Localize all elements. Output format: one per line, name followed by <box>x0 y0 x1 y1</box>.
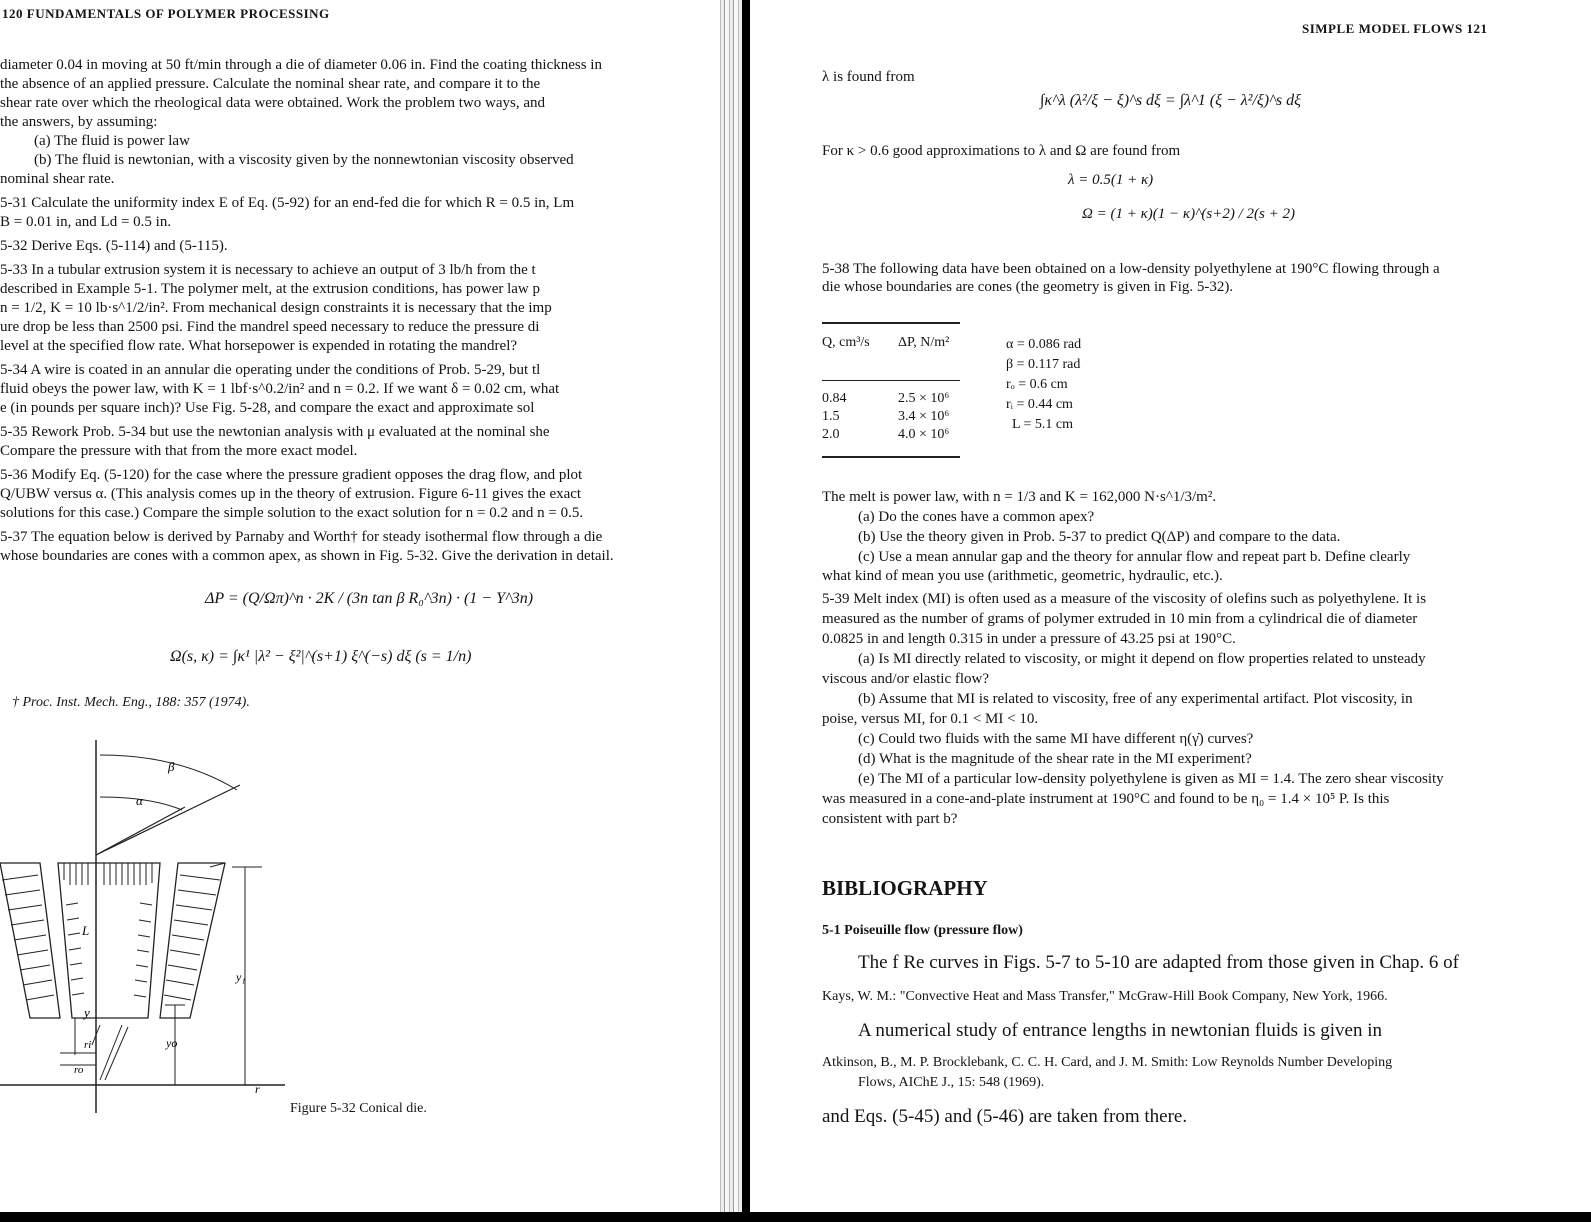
problem-5-33: 5-33 In a tubular extrusion system it is necessary to achieve an output of 3 lb/h from the t <box>0 262 536 278</box>
left-text-line: ure drop be less than 2500 psi. Find the mandrel speed necessary to reduce the pressure di <box>0 319 540 335</box>
figure-label-alpha: α <box>136 793 143 808</box>
table-cell: 0.84 <box>822 391 847 406</box>
figure-label-yo: yo <box>166 1036 178 1050</box>
problem-5-31: 5-31 Calculate the uniformity index E of Eq. (5-92) for an end-fed die for which R = 0.5 in, Lm <box>0 195 575 211</box>
left-text-line: level at the specified flow rate. What horsepower is expended in rotating the mandrel? <box>0 338 518 354</box>
figure-label-ri: ri <box>84 1039 92 1051</box>
right-text-line: (a) Is MI directly related to viscosity, or might it depend on flow properties related to unsteady <box>858 651 1426 667</box>
problem-5-39: 5-39 Melt index (MI) is often used as a measure of the viscosity of olefins such as polyethylene. It is <box>822 591 1427 607</box>
table-header-q: Q, cm³/s <box>822 335 870 350</box>
table-cell: 4.0 × 10⁶ <box>898 427 950 442</box>
conical-die-figure <box>0 735 380 1120</box>
left-text-line: the answers, by assuming: <box>0 114 158 130</box>
table-cell: 1.5 <box>822 409 840 424</box>
left-text-line: (b) The fluid is newtonian, with a viscosity given by the nonnewtonian viscosity observed <box>34 152 574 168</box>
right-text-line: (c) Use a mean annular gap and the theory for annular flow and repeat part b. Define clearly <box>858 549 1411 565</box>
table-row <box>822 390 976 408</box>
table-row <box>822 426 976 444</box>
right-text-line: measured as the number of grams of polymer extruded in 10 min from a cylindrical die of diameter <box>822 611 1418 627</box>
left-text-line: n = 1/2, K = 10 lb·s^1/2/in². From mechanical design constraints it is necessary that the imp <box>0 300 552 316</box>
figure-label-y: y <box>84 1005 90 1020</box>
right-page <box>750 0 1591 1222</box>
problem-5-35: 5-35 Rework Prob. 5-34 but use the newtonian analysis with μ evaluated at the nominal she <box>0 424 550 440</box>
param-beta: β = 0.117 rad <box>1006 357 1081 372</box>
left-text-line: fluid obeys the power law, with K = 1 lbf·s^0.2/in² and n = 0.2. If we want δ = 0.02 cm, what <box>0 381 560 397</box>
bib-reference-kays: Kays, W. M.: "Convective Heat and Mass Transfer," McGraw-Hill Book Company, New York, 1966. <box>822 989 1388 1004</box>
left-text-line: (a) The fluid is power law <box>34 133 190 149</box>
figure-caption: Figure 5-32 Conical die. <box>290 1101 427 1116</box>
table-row <box>822 408 976 426</box>
book-spine-fold <box>742 0 750 1222</box>
param-ro: rₒ = 0.6 cm <box>1006 377 1068 392</box>
right-text-line: poise, versus MI, for 0.1 < MI < 10. <box>822 711 1039 727</box>
problem-5-37: 5-37 The equation below is derived by Parnaby and Worth† for steady isothermal flow through a die <box>0 529 603 545</box>
equation-lambda: ∫κ^λ (λ²/ξ − ξ)^s dξ = ∫λ^1 (ξ − λ²/ξ)^s dξ <box>1040 92 1301 109</box>
right-text-line: (a) Do the cones have a common apex? <box>858 509 1095 525</box>
right-page-header: SIMPLE MODEL FLOWS 121 <box>1302 21 1488 36</box>
param-L: L = 5.1 cm <box>1012 417 1074 432</box>
right-text-line: viscous and/or elastic flow? <box>822 671 990 687</box>
bib-reference-atkinson: Atkinson, B., M. P. Brocklebank, C. C. H. Card, and J. M. Smith: Low Reynolds Number Developing <box>822 1055 1393 1070</box>
left-text-line: solutions for this case.) Compare the simple solution to the exact solution for n = 0.2 and n = 0.5. <box>0 505 584 521</box>
problem-5-34: 5-34 A wire is coated in an annular die operating under the conditions of Prob. 5-29, but tl <box>0 362 541 378</box>
figure-label-ro: ro <box>74 1064 84 1076</box>
left-text-line: B = 0.01 in, and Ld = 0.5 in. <box>0 214 172 230</box>
left-text-line: diameter 0.04 in moving at 50 ft/min through a die of diameter 0.06 in. Find the coating thickness in <box>0 57 602 73</box>
bib-reference-atkinson-cont: Flows, AIChE J., 15: 548 (1969). <box>858 1075 1045 1090</box>
bib-text-line: The f Re curves in Figs. 5-7 to 5-10 are adapted from those given in Chap. 6 of <box>858 952 1459 973</box>
table-cell: 3.4 × 10⁶ <box>898 409 950 424</box>
left-page <box>0 0 720 1222</box>
table-header-dp: ΔP, N/m² <box>898 335 950 350</box>
right-text-line: 0.0825 in and length 0.315 in under a pressure of 43.25 psi at 190°C. <box>822 631 1236 647</box>
data-table-body <box>822 390 976 444</box>
bib-text-line: and Eqs. (5-45) and (5-46) are taken from there. <box>822 1106 1188 1127</box>
right-text-line: was measured in a cone-and-plate instrument at 190°C and found to be η₀ = 1.4 × 10⁵ P. Is this <box>822 791 1390 807</box>
problem-5-38: 5-38 The following data have been obtained on a low-density polyethylene at 190°C flowing through a <box>822 261 1440 277</box>
bibliography-section: 5-1 Poiseuille flow (pressure flow) <box>822 923 1023 938</box>
outer-wall-right <box>160 863 225 1018</box>
figure-label-y1: y₁ <box>236 970 246 984</box>
param-ri: rᵢ = 0.44 cm <box>1006 397 1073 412</box>
left-text-line: described in Example 5-1. The polymer melt, at the extrusion conditions, has power law p <box>0 281 541 297</box>
right-text-line: (d) What is the magnitude of the shear rate in the MI experiment? <box>858 751 1252 767</box>
equation-omega: Ω(s, κ) = ∫κ¹ |λ² − ξ²|^(s+1) ξ^(−s) dξ (s = 1/n) <box>170 648 472 665</box>
scan-bottom-edge <box>0 1212 1591 1222</box>
problem-5-32: 5-32 Derive Eqs. (5-114) and (5-115). <box>0 238 228 254</box>
param-alpha: α = 0.086 rad <box>1006 337 1082 352</box>
left-text-line: the absence of an applied pressure. Calculate the nominal shear rate, and compare it to the <box>0 76 541 92</box>
equation-omega-approx: Ω = (1 + κ)(1 − κ)^(s+2) / 2(s + 2) <box>1082 206 1295 222</box>
right-text-line: (b) Assume that MI is related to viscosity, free of any experimental artifact. Plot viscosity, in <box>858 691 1413 707</box>
right-text-line: (e) The MI of a particular low-density polyethylene is given as MI = 1.4. The zero shear viscosity <box>858 771 1444 787</box>
table-header-rule <box>822 380 960 381</box>
data-table <box>822 334 976 352</box>
figure-label-r: r <box>255 1082 260 1096</box>
footnote: † Proc. Inst. Mech. Eng., 188: 357 (1974). <box>12 695 250 710</box>
table-cell: 2.5 × 10⁶ <box>898 391 950 406</box>
table-header-row <box>822 334 976 352</box>
table-cell: 2.0 <box>822 427 840 442</box>
figure-label-L: L <box>82 923 90 938</box>
approx-intro: For κ > 0.6 good approximations to λ and Ω are found from <box>822 143 1181 159</box>
table-top-rule <box>822 322 960 324</box>
problem-5-36: 5-36 Modify Eq. (5-120) for the case where the pressure gradient opposes the drag flow, and plot <box>0 467 583 483</box>
right-text-line: consistent with part b? <box>822 811 958 827</box>
right-text-line: what kind of mean you use (arithmetic, geometric, hydraulic, etc.). <box>822 568 1223 584</box>
table-bottom-rule <box>822 456 960 458</box>
left-text-line: whose boundaries are cones with a common apex, as shown in Fig. 5-32. Give the derivation in detail. <box>0 548 614 564</box>
left-page-header: 120 FUNDAMENTALS OF POLYMER PROCESSING <box>2 6 330 21</box>
equation-lambda-approx: λ = 0.5(1 + κ) <box>1068 172 1154 188</box>
left-text-line: e (in pounds per square inch)? Use Fig. 5-28, and compare the exact and approximate sol <box>0 400 535 416</box>
equation-delta-p: ΔP = (Q/Ωπ)^n · 2K / (3n tan β R₀^3n) · (1 − Y^3n) <box>205 590 534 607</box>
lambda-intro: λ is found from <box>822 69 915 85</box>
figure-label-beta: β <box>168 759 175 774</box>
left-text-line: Compare the pressure with that from the more exact model. <box>0 443 358 459</box>
right-text-line: die whose boundaries are cones (the geometry is given in Fig. 5-32). <box>822 279 1234 295</box>
outer-wall-left <box>0 863 60 1018</box>
bib-text-line: A numerical study of entrance lengths in newtonian fluids is given in <box>858 1020 1382 1041</box>
bibliography-title: BIBLIOGRAPHY <box>822 876 988 900</box>
right-text-line: (c) Could two fluids with the same MI have different η(γ̇) curves? <box>858 731 1254 747</box>
left-text-line: shear rate over which the rheological data were obtained. Work the problem two ways, and <box>0 95 545 111</box>
right-text-line: The melt is power law, with n = 1/3 and K = 162,000 N·s^1/3/m². <box>822 489 1217 505</box>
left-text-line: Q/UBW versus α. (This analysis comes up in the theory of extrusion. Figure 6-11 gives the exact <box>0 486 582 502</box>
right-text-line: (b) Use the theory given in Prob. 5-37 to predict Q(ΔP) and compare to the data. <box>858 529 1341 545</box>
left-text-line: nominal shear rate. <box>0 171 115 187</box>
